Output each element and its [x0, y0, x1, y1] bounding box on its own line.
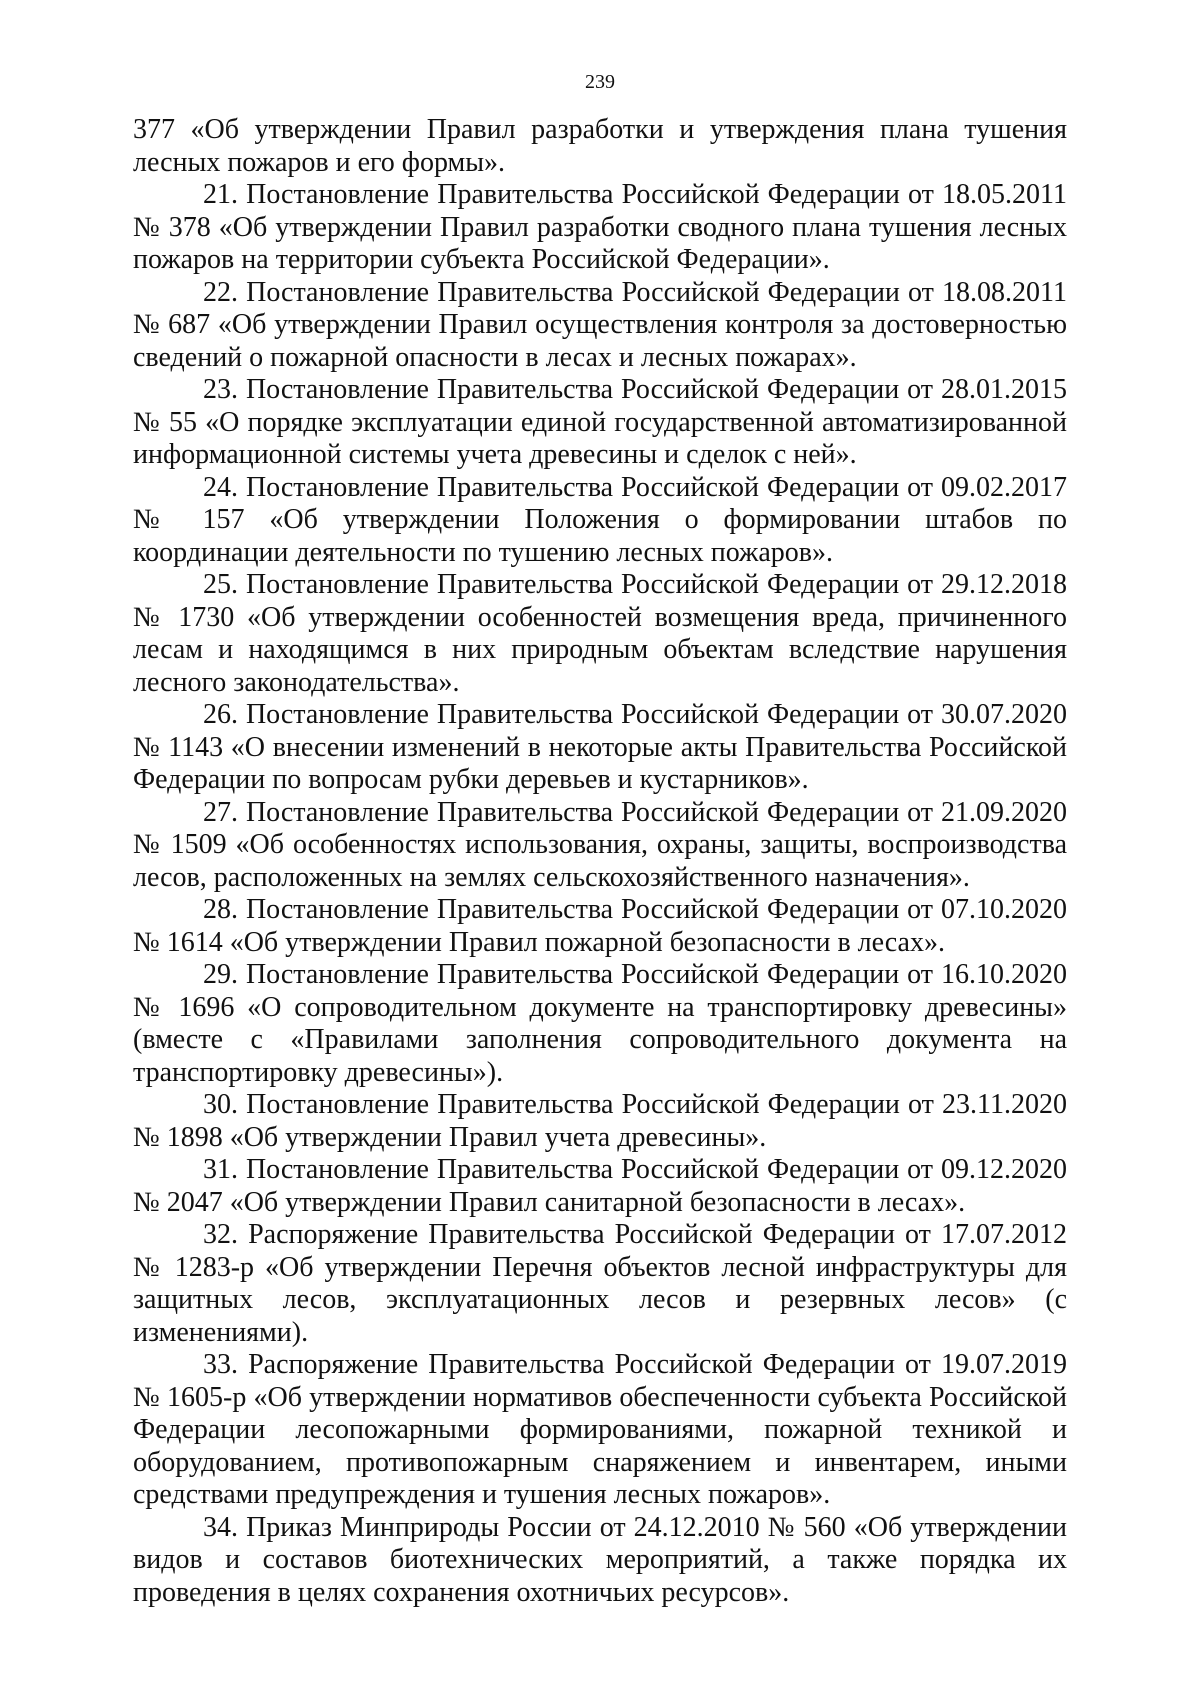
list-item-21: 21. Постановление Правительства Российской Федерации от 18.05.2011 № 378 «Об утверждении Правил разработки сводного плана тушения лесных пожаров на территории субъекта Российской Федерации». [133, 179, 1067, 275]
list-item-34: 34. Приказ Минприроды России от 24.12.2010 № 560 «Об утверждении видов и составов биотехнических мероприятий, а также порядка их проведения в целях сохранения охотничьих ресурсов». [133, 1511, 1067, 1608]
list-item-30: 30. Постановление Правительства Российской Федерации от 23.11.2020 № 1898 «Об утверждении Правил учета древесины». [133, 1089, 1067, 1153]
paragraph-continuation-377: 377 «Об утверждении Правил разработки и утверждения плана тушения лесных пожаров и его формы». [133, 114, 1067, 178]
page-number: 239 [585, 71, 615, 93]
list-item-31: 31. Постановление Правительства Российской Федерации от 09.12.2020 № 2047 «Об утверждении Правил санитарной безопасности в лесах». [133, 1154, 1067, 1218]
list-item-25: 25. Постановление Правительства Российской Федерации от 29.12.2018 № 1730 «Об утверждении особенностей возмещения вреда, причиненного лесам и находящимся в них природным объектам вследствие нарушения лесного законодательства». [133, 569, 1067, 698]
list-item-28: 28. Постановление Правительства Российской Федерации от 07.10.2020 № 1614 «Об утверждении Правил пожарной безопасности в лесах». [133, 894, 1067, 958]
list-item-22: 22. Постановление Правительства Российской Федерации от 18.08.2011 № 687 «Об утверждении Правил осуществления контроля за достоверностью сведений о пожарной опасности в лесах и лесных пожарах». [133, 276, 1067, 373]
list-item-27: 27. Постановление Правительства Российской Федерации от 21.09.2020 № 1509 «Об особенностях использования, охраны, защиты, воспроизводства лесов, расположенных на землях сельскохозяйственного назначения». [133, 796, 1067, 893]
list-item-33: 33. Распоряжение Правительства Российской Федерации от 19.07.2019 № 1605-р «Об утверждении нормативов обеспеченности субъекта Российской Федерации лесопожарными формированиями, пожарной техникой и оборудованием, противопожарным снаряжением и инвентарем, иными средствами предупреждения и тушения лесных пожаров». [133, 1349, 1067, 1510]
list-item-24: 24. Постановление Правительства Российской Федерации от 09.02.2017 № 157 «Об утверждении Положения о формировании штабов по координации деятельности по тушению лесных пожаров». [133, 471, 1067, 568]
list-item-32: 32. Распоряжение Правительства Российской Федерации от 17.07.2012 № 1283-р «Об утверждении Перечня объектов лесной инфраструктуры для защитных лесов, эксплуатационных лесов и резервных лесов» (с изменениями). [133, 1219, 1067, 1348]
list-item-26: 26. Постановление Правительства Российской Федерации от 30.07.2020 № 1143 «О внесении изменений в некоторые акты Правительства Российской Федерации по вопросам рубки деревьев и кустарников». [133, 699, 1067, 795]
list-item-29: 29. Постановление Правительства Российской Федерации от 16.10.2020 № 1696 «О сопроводительном документе на транспортировку древесины» (вместе с «Правилами заполнения сопроводительного документа на транспортировку древесины»). [133, 959, 1067, 1088]
list-item-23: 23. Постановление Правительства Российской Федерации от 28.01.2015 № 55 «О порядке эксплуатации единой государственной автоматизированной информационной системы учета древесины и сделок с ней». [133, 374, 1067, 470]
document-body [133, 114, 1067, 1609]
